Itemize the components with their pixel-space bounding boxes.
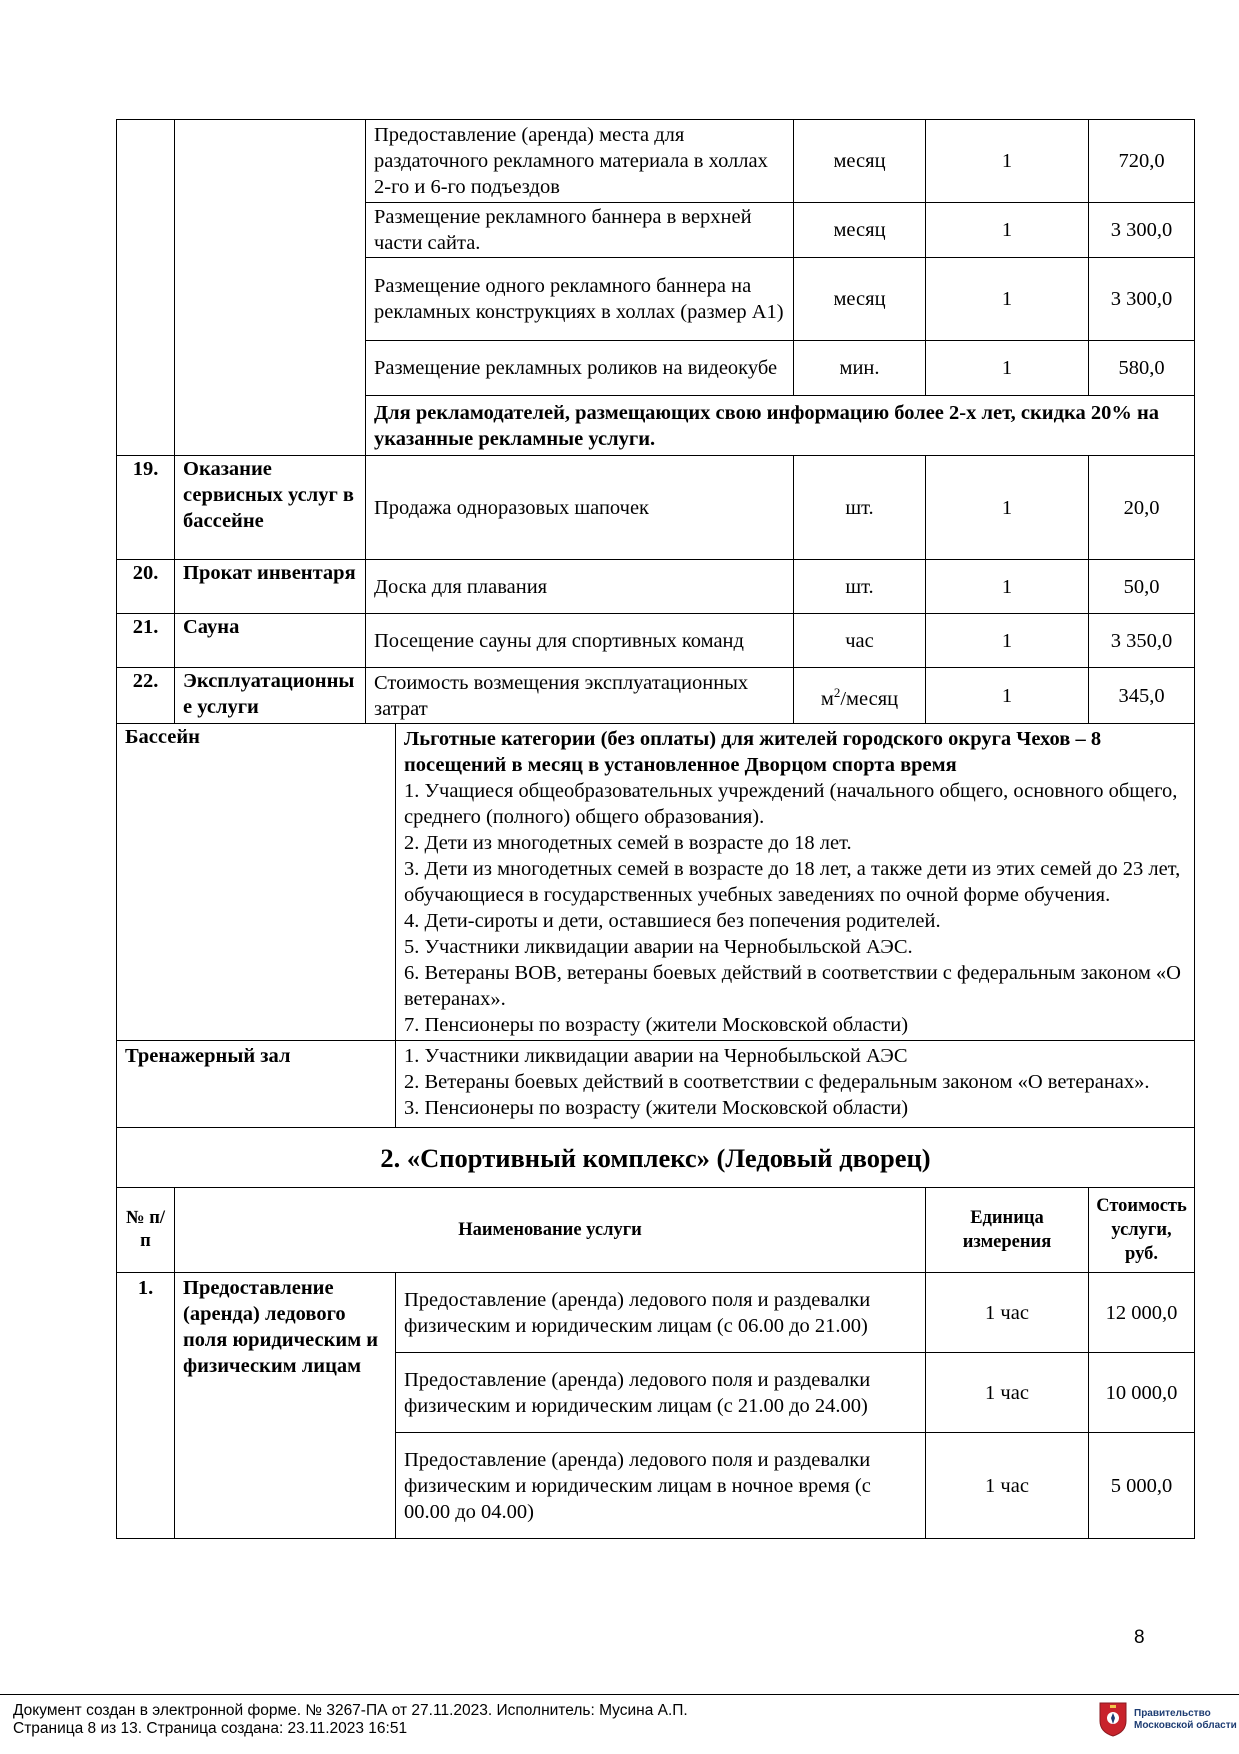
- service-cell: Размещение рекламного баннера в верхней части сайта.: [366, 203, 794, 258]
- header-name: Наименование услуги: [175, 1188, 926, 1273]
- tariff-table: [116, 119, 1195, 1539]
- qty-cell: 1: [926, 456, 1089, 560]
- footer-line-1: Документ создан в электронной форме. № 3267-ПА от 27.11.2023. Исполнитель: Мусина А.П.: [13, 1702, 688, 1719]
- table-row: [117, 456, 1195, 560]
- price-cell: 345,0: [1089, 668, 1195, 724]
- table-header-row: [117, 1188, 1195, 1273]
- gov-logo-line-1: Правительство: [1134, 1708, 1211, 1719]
- service-group-name: Эксплуатационные услуги: [175, 668, 366, 724]
- unit-cell: [794, 668, 926, 724]
- header-price: Стоимость услуги, руб.: [1089, 1188, 1195, 1273]
- moscow-region-emblem-icon: [1098, 1701, 1128, 1737]
- qty-cell: 1: [926, 203, 1089, 258]
- list-item: 7. Пенсионеры по возрасту (жители Московской области): [404, 1014, 909, 1036]
- pool-label: Бассейн: [117, 724, 396, 1041]
- unit-cell: шт.: [794, 456, 926, 560]
- price-cell: 720,0: [1089, 120, 1195, 203]
- table-row: [117, 560, 1195, 614]
- unit-superscript: 2: [833, 684, 841, 700]
- section-heading-row: [117, 1128, 1195, 1188]
- service-cell: Предоставление (аренда) места для раздаточного рекламного материала в холлах 2-го и 6-го подъездов: [366, 120, 794, 203]
- table-row: [117, 668, 1195, 724]
- qty-cell: 1: [926, 120, 1089, 203]
- gym-benefits: [396, 1041, 1195, 1128]
- price-cell: 580,0: [1089, 341, 1195, 396]
- list-item: 1. Участники ликвидации аварии на Чернобыльской АЭС: [404, 1045, 908, 1067]
- pool-benefits-row: [117, 724, 1195, 1041]
- header-num: № п/п: [117, 1188, 175, 1273]
- header-unit: Единица измерения: [926, 1188, 1089, 1273]
- service-cell: Посещение сауны для спортивных команд: [366, 614, 794, 668]
- qty-cell: 1: [926, 341, 1089, 396]
- row-number: 19.: [117, 456, 175, 560]
- list-item: 3. Дети из многодетных семей в возрасте до 18 лет, а также дети из этих семей до 23 лет, обучающиеся в государственных учебных заведениях по очной форме обучения.: [404, 858, 1181, 906]
- unit-cell: шт.: [794, 560, 926, 614]
- service-cell: Предоставление (аренда) ледового поля и раздевалки физическим и юридическим лицам в ночное время (с 00.00 до 04.00): [396, 1433, 926, 1539]
- list-item: 5. Участники ликвидации аварии на Чернобыльской АЭС.: [404, 936, 913, 958]
- service-group-name: Сауна: [175, 614, 366, 668]
- table-row: [117, 120, 1195, 203]
- discount-note: Для рекламодателей, размещающих свою информацию более 2-х лет, скидка 20% на указанные рекламные услуги.: [366, 396, 1195, 456]
- unit-cell: мин.: [794, 341, 926, 396]
- table-row: [117, 1273, 1195, 1353]
- list-item: 2. Ветераны боевых действий в соответствии с федеральным законом «О ветеранах».: [404, 1071, 1150, 1093]
- footer-divider: [0, 1694, 1239, 1695]
- qty-cell: 1: [926, 258, 1089, 341]
- price-cell: 10 000,0: [1089, 1353, 1195, 1433]
- price-cell: 5 000,0: [1089, 1433, 1195, 1539]
- unit-cell: 1 час: [926, 1273, 1089, 1353]
- list-item: 1. Учащиеся общеобразовательных учреждений (начального общего, основного общего, среднего (полного) общего образования).: [404, 780, 1178, 828]
- price-cell: 12 000,0: [1089, 1273, 1195, 1353]
- price-cell: 50,0: [1089, 560, 1195, 614]
- price-cell: 3 300,0: [1089, 258, 1195, 341]
- row-number: 1.: [117, 1273, 175, 1539]
- qty-cell: 1: [926, 560, 1089, 614]
- unit-cell: месяц: [794, 203, 926, 258]
- footer: [13, 1702, 688, 1738]
- service-group-name: Предоставление (аренда) ледового поля юридическим и физическим лицам: [175, 1273, 396, 1539]
- gym-benefits-row: [117, 1041, 1195, 1128]
- row-number: 21.: [117, 614, 175, 668]
- page-number: 8: [1134, 1627, 1145, 1648]
- qty-cell: 1: [926, 668, 1089, 724]
- list-item: 6. Ветераны ВОВ, ветераны боевых действий в соответствии с федеральным законом «О ветеранах».: [404, 962, 1181, 1010]
- unit-cell: месяц: [794, 120, 926, 203]
- list-item: 2. Дети из многодетных семей в возрасте до 18 лет.: [404, 832, 852, 854]
- service-cell: Предоставление (аренда) ледового поля и раздевалки физическим и юридическим лицам (с 06.00 до 21.00): [396, 1273, 926, 1353]
- row-number: 20.: [117, 560, 175, 614]
- service-group-name: Оказание сервисных услуг в бассейне: [175, 456, 366, 560]
- gym-label: Тренажерный зал: [117, 1041, 396, 1128]
- row-number: 22.: [117, 668, 175, 724]
- service-cell: Доска для плавания: [366, 560, 794, 614]
- price-cell: 3 350,0: [1089, 614, 1195, 668]
- unit-cell: 1 час: [926, 1433, 1089, 1539]
- service-group-name: Прокат инвентаря: [175, 560, 366, 614]
- service-cell: Стоимость возмещения эксплуатационных затрат: [366, 668, 794, 724]
- pool-benefits: [396, 724, 1195, 1041]
- price-cell: 3 300,0: [1089, 203, 1195, 258]
- unit-cell: час: [794, 614, 926, 668]
- service-cell: Размещение рекламных роликов на видеокубе: [366, 341, 794, 396]
- table-row: [117, 614, 1195, 668]
- service-cell: Продажа одноразовых шапочек: [366, 456, 794, 560]
- price-cell: 20,0: [1089, 456, 1195, 560]
- gov-logo-text: [1134, 1708, 1237, 1732]
- footer-line-2: Страница 8 из 13. Страница создана: 23.11.2023 16:51: [13, 1720, 408, 1737]
- unit-base: м: [820, 687, 834, 710]
- pool-benefits-heading: Льготные категории (без оплаты) для жителей городского округа Чехов – 8 посещений в месяц в установленное Дворцом спорта время: [404, 728, 1102, 776]
- unit-rest: /месяц: [840, 687, 899, 710]
- section-title: 2. «Спортивный комплекс» (Ледовый дворец): [117, 1128, 1195, 1188]
- gov-logo-line-2: Московской области: [1134, 1720, 1237, 1731]
- service-cell: Предоставление (аренда) ледового поля и раздевалки физическим и юридическим лицам (с 21.00 до 24.00): [396, 1353, 926, 1433]
- list-item: 3. Пенсионеры по возрасту (жители Московской области): [404, 1097, 909, 1119]
- qty-cell: 1: [926, 614, 1089, 668]
- unit-cell: 1 час: [926, 1353, 1089, 1433]
- list-item: 4. Дети-сироты и дети, оставшиеся без попечения родителей.: [404, 910, 941, 932]
- service-cell: Размещение одного рекламного баннера на рекламных конструкциях в холлах (размер А1): [366, 258, 794, 341]
- unit-cell: месяц: [794, 258, 926, 341]
